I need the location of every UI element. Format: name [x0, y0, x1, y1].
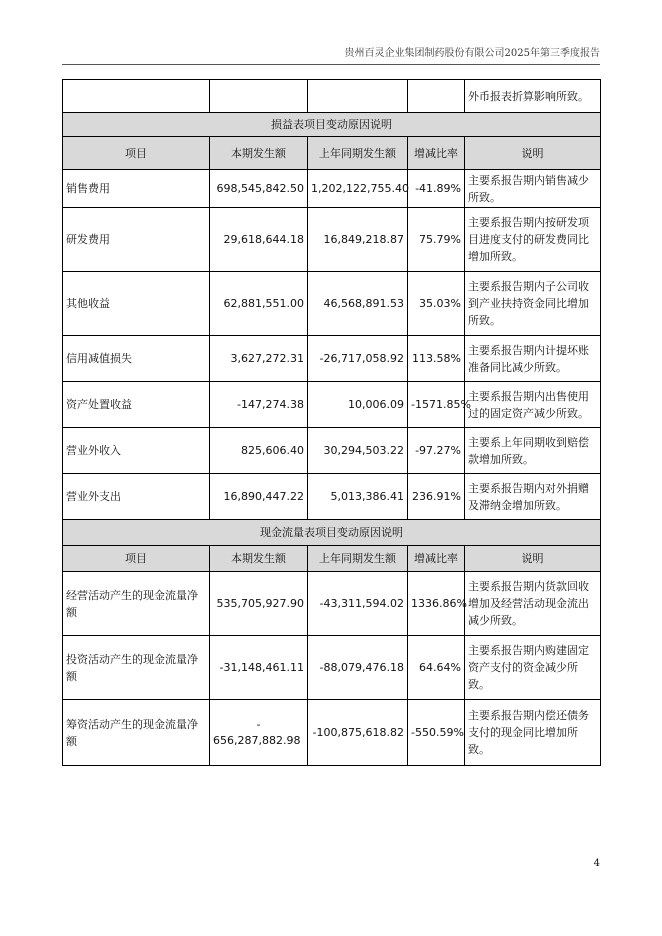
row-ratio: 1336.86% — [408, 572, 465, 636]
row-prior: 46,568,891.53 — [308, 272, 408, 336]
row-ratio: 35.03% — [408, 272, 465, 336]
table-row — [63, 382, 601, 428]
row-desc: 主要系上年同期收到赔偿款增加所致。 — [465, 428, 601, 474]
row-prior: -88,079,476.18 — [308, 636, 408, 700]
row-desc: 主要系报告期内销售减少所致。 — [465, 170, 601, 208]
col-header-current: 本期发生额 — [210, 137, 308, 170]
carry-over-row — [63, 80, 601, 113]
row-item: 经营活动产生的现金流量净额 — [63, 572, 210, 636]
row-desc: 主要系报告期内按研发项目进度支付的研发费同比增加所致。 — [465, 208, 601, 272]
row-current: 3,627,272.31 — [210, 336, 308, 382]
row-ratio: -97.27% — [408, 428, 465, 474]
col-header-item: 项目 — [63, 546, 210, 572]
row-desc: 主要系报告期内子公司收到产业扶持资金同比增加所致。 — [465, 272, 601, 336]
row-desc: 主要系报告期内偿还债务支付的现金同比增加所致。 — [465, 700, 601, 766]
table-row — [63, 170, 601, 208]
row-current: -147,274.38 — [210, 382, 308, 428]
table-row — [63, 572, 601, 636]
table-header-row — [63, 546, 601, 572]
cashflow-section-title: 现金流量表项目变动原因说明 — [63, 520, 601, 546]
row-prior: 5,013,386.41 — [308, 474, 408, 520]
row-current-sign: - — [256, 717, 261, 731]
row-desc: 主要系报告期内计提坏账准备同比减少所致。 — [465, 336, 601, 382]
table-row — [63, 474, 601, 520]
row-current: 16,890,447.22 — [210, 474, 308, 520]
row-item: 资产处置收益 — [63, 382, 210, 428]
row-prior: 1,202,122,755.40 — [308, 170, 408, 208]
change-explanation-table — [62, 79, 601, 766]
row-prior: -100,875,618.82 — [308, 700, 408, 766]
page-header: 贵州百灵企业集团制药股份有限公司2025年第三季度报告 — [344, 48, 600, 59]
row-desc: 主要系报告期内对外捐赠及滞纳金增加所致。 — [465, 474, 601, 520]
row-ratio: -1571.85% — [408, 382, 465, 428]
row-item: 其他收益 — [63, 272, 210, 336]
row-ratio: 113.58% — [408, 336, 465, 382]
row-ratio: 236.91% — [408, 474, 465, 520]
row-desc: 主要系报告期内货款回收增加及经营活动现金流出减少所致。 — [465, 572, 601, 636]
row-prior: 16,849,218.87 — [308, 208, 408, 272]
table-row — [63, 636, 601, 700]
row-desc: 主要系报告期内出售使用过的固定资产减少所致。 — [465, 382, 601, 428]
row-ratio: -41.89% — [408, 170, 465, 208]
col-header-prior: 上年同期发生额 — [308, 546, 408, 572]
row-ratio: -550.59% — [408, 700, 465, 766]
row-prior: 30,294,503.22 — [308, 428, 408, 474]
income-section-title: 损益表项目变动原因说明 — [63, 113, 601, 137]
row-desc: 主要系报告期内购建固定资产支付的资金减少所致。 — [465, 636, 601, 700]
table-row — [63, 208, 601, 272]
col-header-ratio: 增减比率 — [408, 546, 465, 572]
row-current: 825,606.40 — [210, 428, 308, 474]
row-current: 698,545,842.50 — [210, 170, 308, 208]
col-header-desc: 说明 — [465, 137, 601, 170]
header-rule — [62, 64, 600, 65]
row-prior: -43,311,594.02 — [308, 572, 408, 636]
carry-over-desc: 外币报表折算影响所致。 — [465, 80, 601, 113]
row-current: 535,705,927.90 — [210, 572, 308, 636]
table-row — [63, 336, 601, 382]
row-current-cell — [210, 700, 308, 766]
col-header-prior: 上年同期发生额 — [308, 137, 408, 170]
row-item: 信用减值损失 — [63, 336, 210, 382]
table-row — [63, 428, 601, 474]
page-number: 4 — [593, 858, 600, 869]
col-header-ratio: 增减比率 — [408, 137, 465, 170]
section-title-row — [63, 113, 601, 137]
col-header-item: 项目 — [63, 137, 210, 170]
row-current: -31,148,461.11 — [210, 636, 308, 700]
section-title-row — [63, 520, 601, 546]
row-current: 656,287,882.98 — [213, 733, 301, 747]
col-header-desc: 说明 — [465, 546, 601, 572]
row-ratio: 64.64% — [408, 636, 465, 700]
row-item: 筹资活动产生的现金流量净额 — [63, 700, 210, 766]
row-prior: -26,717,058.92 — [308, 336, 408, 382]
row-current: 62,881,551.00 — [210, 272, 308, 336]
table-row — [63, 700, 601, 766]
row-current: 29,618,644.18 — [210, 208, 308, 272]
table-row — [63, 272, 601, 336]
row-prior: 10,006.09 — [308, 382, 408, 428]
row-item: 投资活动产生的现金流量净额 — [63, 636, 210, 700]
row-item: 营业外收入 — [63, 428, 210, 474]
row-item: 研发费用 — [63, 208, 210, 272]
table-header-row — [63, 137, 601, 170]
row-item: 营业外支出 — [63, 474, 210, 520]
row-item: 销售费用 — [63, 170, 210, 208]
row-ratio: 75.79% — [408, 208, 465, 272]
col-header-current: 本期发生额 — [210, 546, 308, 572]
